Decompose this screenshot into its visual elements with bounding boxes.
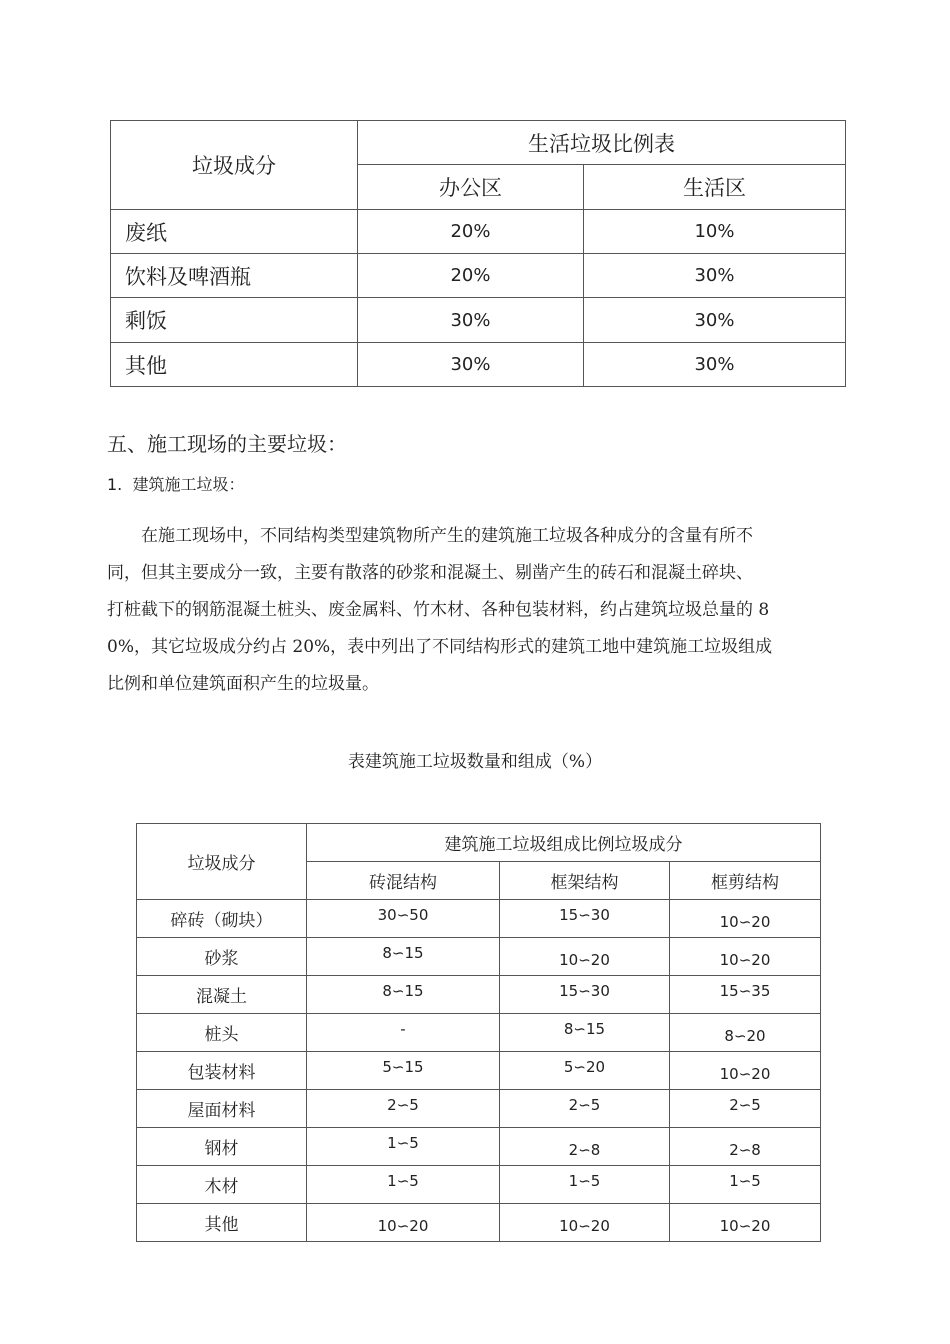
shear-value: 8∽20 bbox=[670, 1014, 821, 1052]
row-label: 其他 bbox=[111, 343, 358, 387]
table-row bbox=[111, 210, 846, 254]
household-ratio-header: 生活垃圾比例表 bbox=[358, 121, 846, 165]
office-value: 20% bbox=[358, 254, 584, 298]
shear-value: 10∽20 bbox=[670, 900, 821, 938]
row-label: 剩饭 bbox=[111, 298, 358, 343]
subsection-heading bbox=[107, 472, 244, 495]
brick-concrete-header: 砖混结构 bbox=[307, 862, 500, 900]
row-label: 混凝土 bbox=[137, 976, 307, 1014]
row-label: 屋面材料 bbox=[137, 1090, 307, 1128]
row-label: 钢材 bbox=[137, 1128, 307, 1166]
brick-value: 1∽5 bbox=[307, 1128, 500, 1166]
table-row bbox=[137, 900, 821, 938]
table-row bbox=[111, 254, 846, 298]
shear-value: 10∽20 bbox=[670, 938, 821, 976]
frame-value: 2∽5 bbox=[500, 1090, 670, 1128]
frame-value: 2∽8 bbox=[500, 1128, 670, 1166]
frame-structure-header: 框架结构 bbox=[500, 862, 670, 900]
household-waste-table bbox=[110, 120, 846, 387]
shear-value: 1∽5 bbox=[670, 1166, 821, 1204]
brick-value: 1∽5 bbox=[307, 1166, 500, 1204]
paragraph-line: 0%，其它垃圾成分约占 20%，表中列出了不同结构形式的建筑工地中建筑施工垃圾组成 bbox=[107, 637, 773, 657]
office-value: 30% bbox=[358, 343, 584, 387]
office-area-header: 办公区 bbox=[358, 165, 584, 210]
shear-value: 10∽20 bbox=[670, 1052, 821, 1090]
living-value: 30% bbox=[584, 343, 846, 387]
brick-value: 8∽15 bbox=[307, 976, 500, 1014]
brick-value: 10∽20 bbox=[307, 1204, 500, 1242]
frame-value: 15∽30 bbox=[500, 900, 670, 938]
office-value: 20% bbox=[358, 210, 584, 254]
waste-component-header: 垃圾成分 bbox=[137, 824, 307, 900]
table-row bbox=[111, 298, 846, 343]
table-row bbox=[137, 976, 821, 1014]
subsection-number: 1. bbox=[107, 475, 123, 494]
table-row bbox=[137, 1128, 821, 1166]
living-area-header: 生活区 bbox=[584, 165, 846, 210]
frame-value: 10∽20 bbox=[500, 1204, 670, 1242]
brick-value: - bbox=[307, 1014, 500, 1052]
office-value: 30% bbox=[358, 298, 584, 343]
brick-value: 2∽5 bbox=[307, 1090, 500, 1128]
table-row bbox=[137, 1204, 821, 1242]
table-row bbox=[137, 1090, 821, 1128]
table-row bbox=[137, 1052, 821, 1090]
brick-value: 8∽15 bbox=[307, 938, 500, 976]
table-row bbox=[137, 1166, 821, 1204]
brick-value: 30∽50 bbox=[307, 900, 500, 938]
living-value: 30% bbox=[584, 254, 846, 298]
table-caption: 表建筑施工垃圾数量和组成（%） bbox=[347, 752, 603, 772]
section-heading: 五、施工现场的主要垃圾： bbox=[107, 432, 347, 456]
paragraph-line: 同，但其主要成分一致，主要有散落的砂浆和混凝土、剔凿产生的砖石和混凝土碎块、 bbox=[107, 563, 753, 583]
shear-value: 15∽35 bbox=[670, 976, 821, 1014]
table-row bbox=[137, 1014, 821, 1052]
paragraph-line: 在施工现场中，不同结构类型建筑物所产生的建筑施工垃圾各种成分的含量有所不 bbox=[107, 526, 753, 546]
frame-shear-header: 框剪结构 bbox=[670, 862, 821, 900]
row-label: 包装材料 bbox=[137, 1052, 307, 1090]
frame-value: 15∽30 bbox=[500, 976, 670, 1014]
paragraph-line: 打桩截下的钢筋混凝土桩头、废金属料、竹木材、各种包装材料，约占建筑垃圾总量的 8 bbox=[107, 600, 770, 620]
table-row bbox=[137, 938, 821, 976]
row-label: 木材 bbox=[137, 1166, 307, 1204]
row-label: 砂浆 bbox=[137, 938, 307, 976]
shear-value: 2∽5 bbox=[670, 1090, 821, 1128]
living-value: 30% bbox=[584, 298, 846, 343]
table-row bbox=[111, 343, 846, 387]
row-label: 废纸 bbox=[111, 210, 358, 254]
brick-value: 5∽15 bbox=[307, 1052, 500, 1090]
frame-value: 10∽20 bbox=[500, 938, 670, 976]
composition-ratio-header: 建筑施工垃圾组成比例垃圾成分 bbox=[307, 824, 821, 862]
living-value: 10% bbox=[584, 210, 846, 254]
shear-value: 2∽8 bbox=[670, 1128, 821, 1166]
row-label: 桩头 bbox=[137, 1014, 307, 1052]
waste-component-header: 垃圾成分 bbox=[111, 121, 358, 210]
frame-value: 5∽20 bbox=[500, 1052, 670, 1090]
construction-waste-table bbox=[136, 823, 821, 1242]
row-label: 碎砖（砌块） bbox=[137, 900, 307, 938]
paragraph-line: 比例和单位建筑面积产生的垃圾量。 bbox=[107, 674, 379, 694]
frame-value: 1∽5 bbox=[500, 1166, 670, 1204]
row-label: 饮料及啤酒瓶 bbox=[111, 254, 358, 298]
frame-value: 8∽15 bbox=[500, 1014, 670, 1052]
subsection-title: 建筑施工垃圾： bbox=[132, 475, 245, 494]
body-paragraph bbox=[107, 518, 842, 703]
row-label: 其他 bbox=[137, 1204, 307, 1242]
shear-value: 10∽20 bbox=[670, 1204, 821, 1242]
